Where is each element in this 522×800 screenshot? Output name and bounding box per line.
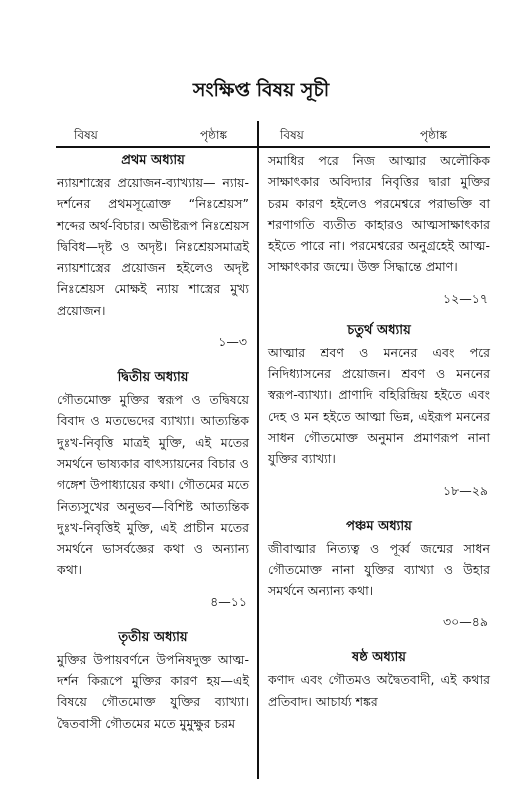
chapter-summary: গৌতমোক্ত মুক্তির স্বরূপ ও তদ্বিষয়ে বিবাদ ও মতভেদের ব্যাখ্যা। আত্যন্তিক দুঃখ-নিবৃত্তি মাত্রই মুক্তি, এই মতের সমর্থনে ভাষ্যকার বাৎস্যায়নের বিচার ও গঙ্গেশ উপাধ্যায়ের কথা। গৌতমের মতে নিত্যসুখের অনুভব—বিশিষ্ট আত্যন্তিক দুঃখ-নিবৃত্তিই মুক্তি, এই প্রাচীন মতের সমর্থনে ভাসর্বজ্ঞের কথা ও অন্যান্য কথা। (57, 392, 249, 578)
page-range: ১৮—২৯ (443, 482, 488, 498)
chapter-summary: ন্যায়শাস্ত্রের প্রয়োজন-ব্যাখ্যায়— ন্যায়-দর্শনের প্রথমসূত্রোক্ত “নিঃশ্রেয়স” শব্দের অর্থ-বিচার। অভীষ্টরূপ নিঃশ্রেয়স দ্বিবিধ—দৃষ্ট ও অদৃষ্ট। নিঃশ্রেয়সমাত্রই ন্যায়শাস্ত্রের প্রয়োজন হইলেও অদৃষ্ট নিঃশ্রেয়স মোক্ষই ন্যায় শাস্ত্রের মুখ্য প্রয়োজন। (57, 175, 249, 318)
chapter-summary-continued: সমাধির পরে নিজ আত্মার অলৌকিক সাক্ষাৎকার অবিদ্যার নিবৃত্তির দ্বারা মুক্তির চরম কারণ হইলেও পরমেশ্বরে পরাভক্তি বা শরণাগতি ব্যতীত কাহারও আত্মসাক্ষাৎকার হইতে পারে না। পরমেশ্বরের অনুগ্রহেই আত্ম-সাক্ষাৎকার জন্মে। উক্ত সিদ্ধান্তে প্রমাণ। (268, 153, 490, 275)
header-rule (56, 146, 490, 148)
page-range: ৪—১১ (210, 593, 247, 609)
chapter-summary: আত্মার শ্রবণ ও মননের এবং পরে নিদিধ্যাসনের প্রয়োজন। শ্রবণ ও মননের স্বরূপ-ব্যাখ্যা। প্রাণাদি বহিরিন্দ্রিয় হইতে এবং দেহ ও মন হইতে আত্মা ভিন্ন, এইরূপ মননের সাধন গৌতমোক্ত অনুমান প্রমাণরূপ নানা যুক্তির ব্যাখ্যা। (268, 344, 490, 467)
left-subject-header: বিষয় (74, 128, 98, 142)
left-column (57, 150, 249, 734)
chapter-heading: ষষ্ঠ অধ্যায় (352, 650, 406, 666)
chapter-heading: পঞ্চম অধ্যায় (346, 518, 412, 534)
right-page-header: পৃষ্ঠাঙ্ক (420, 128, 447, 142)
page-range: ৩০—৪৯ (443, 614, 488, 630)
right-subject-header: বিষয় (280, 128, 304, 142)
page-range: ১—৩ (218, 334, 247, 350)
page-range: ১২—১৭ (443, 290, 488, 306)
chapter-heading: তৃতীয় অধ্যায় (118, 629, 188, 645)
page-title: সংক্ষিপ্ত বিষয় সূচী (192, 79, 330, 101)
column-divider (257, 121, 259, 779)
chapter-summary: কণাদ এবং গৌতমও অদ্বৈতবাদী, এই কথার প্রতিবাদ। আচার্য্য শঙ্কর (268, 672, 490, 709)
chapter-heading: চতুর্থ অধ্যায় (347, 322, 411, 338)
chapter-summary: জীবাত্মার নিত্যত্ব ও পূর্ব্ব জন্মের সাধন গৌতমোক্ত নানা যুক্তির ব্যাখ্যা ও উহার সমর্থনে অন্যান্য কথা। (268, 540, 490, 599)
chapter-summary-part: মুক্তির উপায়বর্ণনে উপনিষদুক্ত আত্ম-দর্শন কিরূপে মুক্তির কারণ হয়—এই বিষয়ে গৌতমোক্ত যুক্তির ব্যাখ্যা। দ্বৈতবাসী গৌতমের মতে মুমুক্ষুর চরম (57, 651, 249, 731)
left-page-header: পৃষ্ঠাঙ্ক (200, 128, 227, 142)
chapter-heading: দ্বিতীয় অধ্যায় (117, 370, 189, 386)
chapter-heading: প্রথম অধ্যায় (121, 153, 185, 168)
right-column (268, 150, 490, 712)
